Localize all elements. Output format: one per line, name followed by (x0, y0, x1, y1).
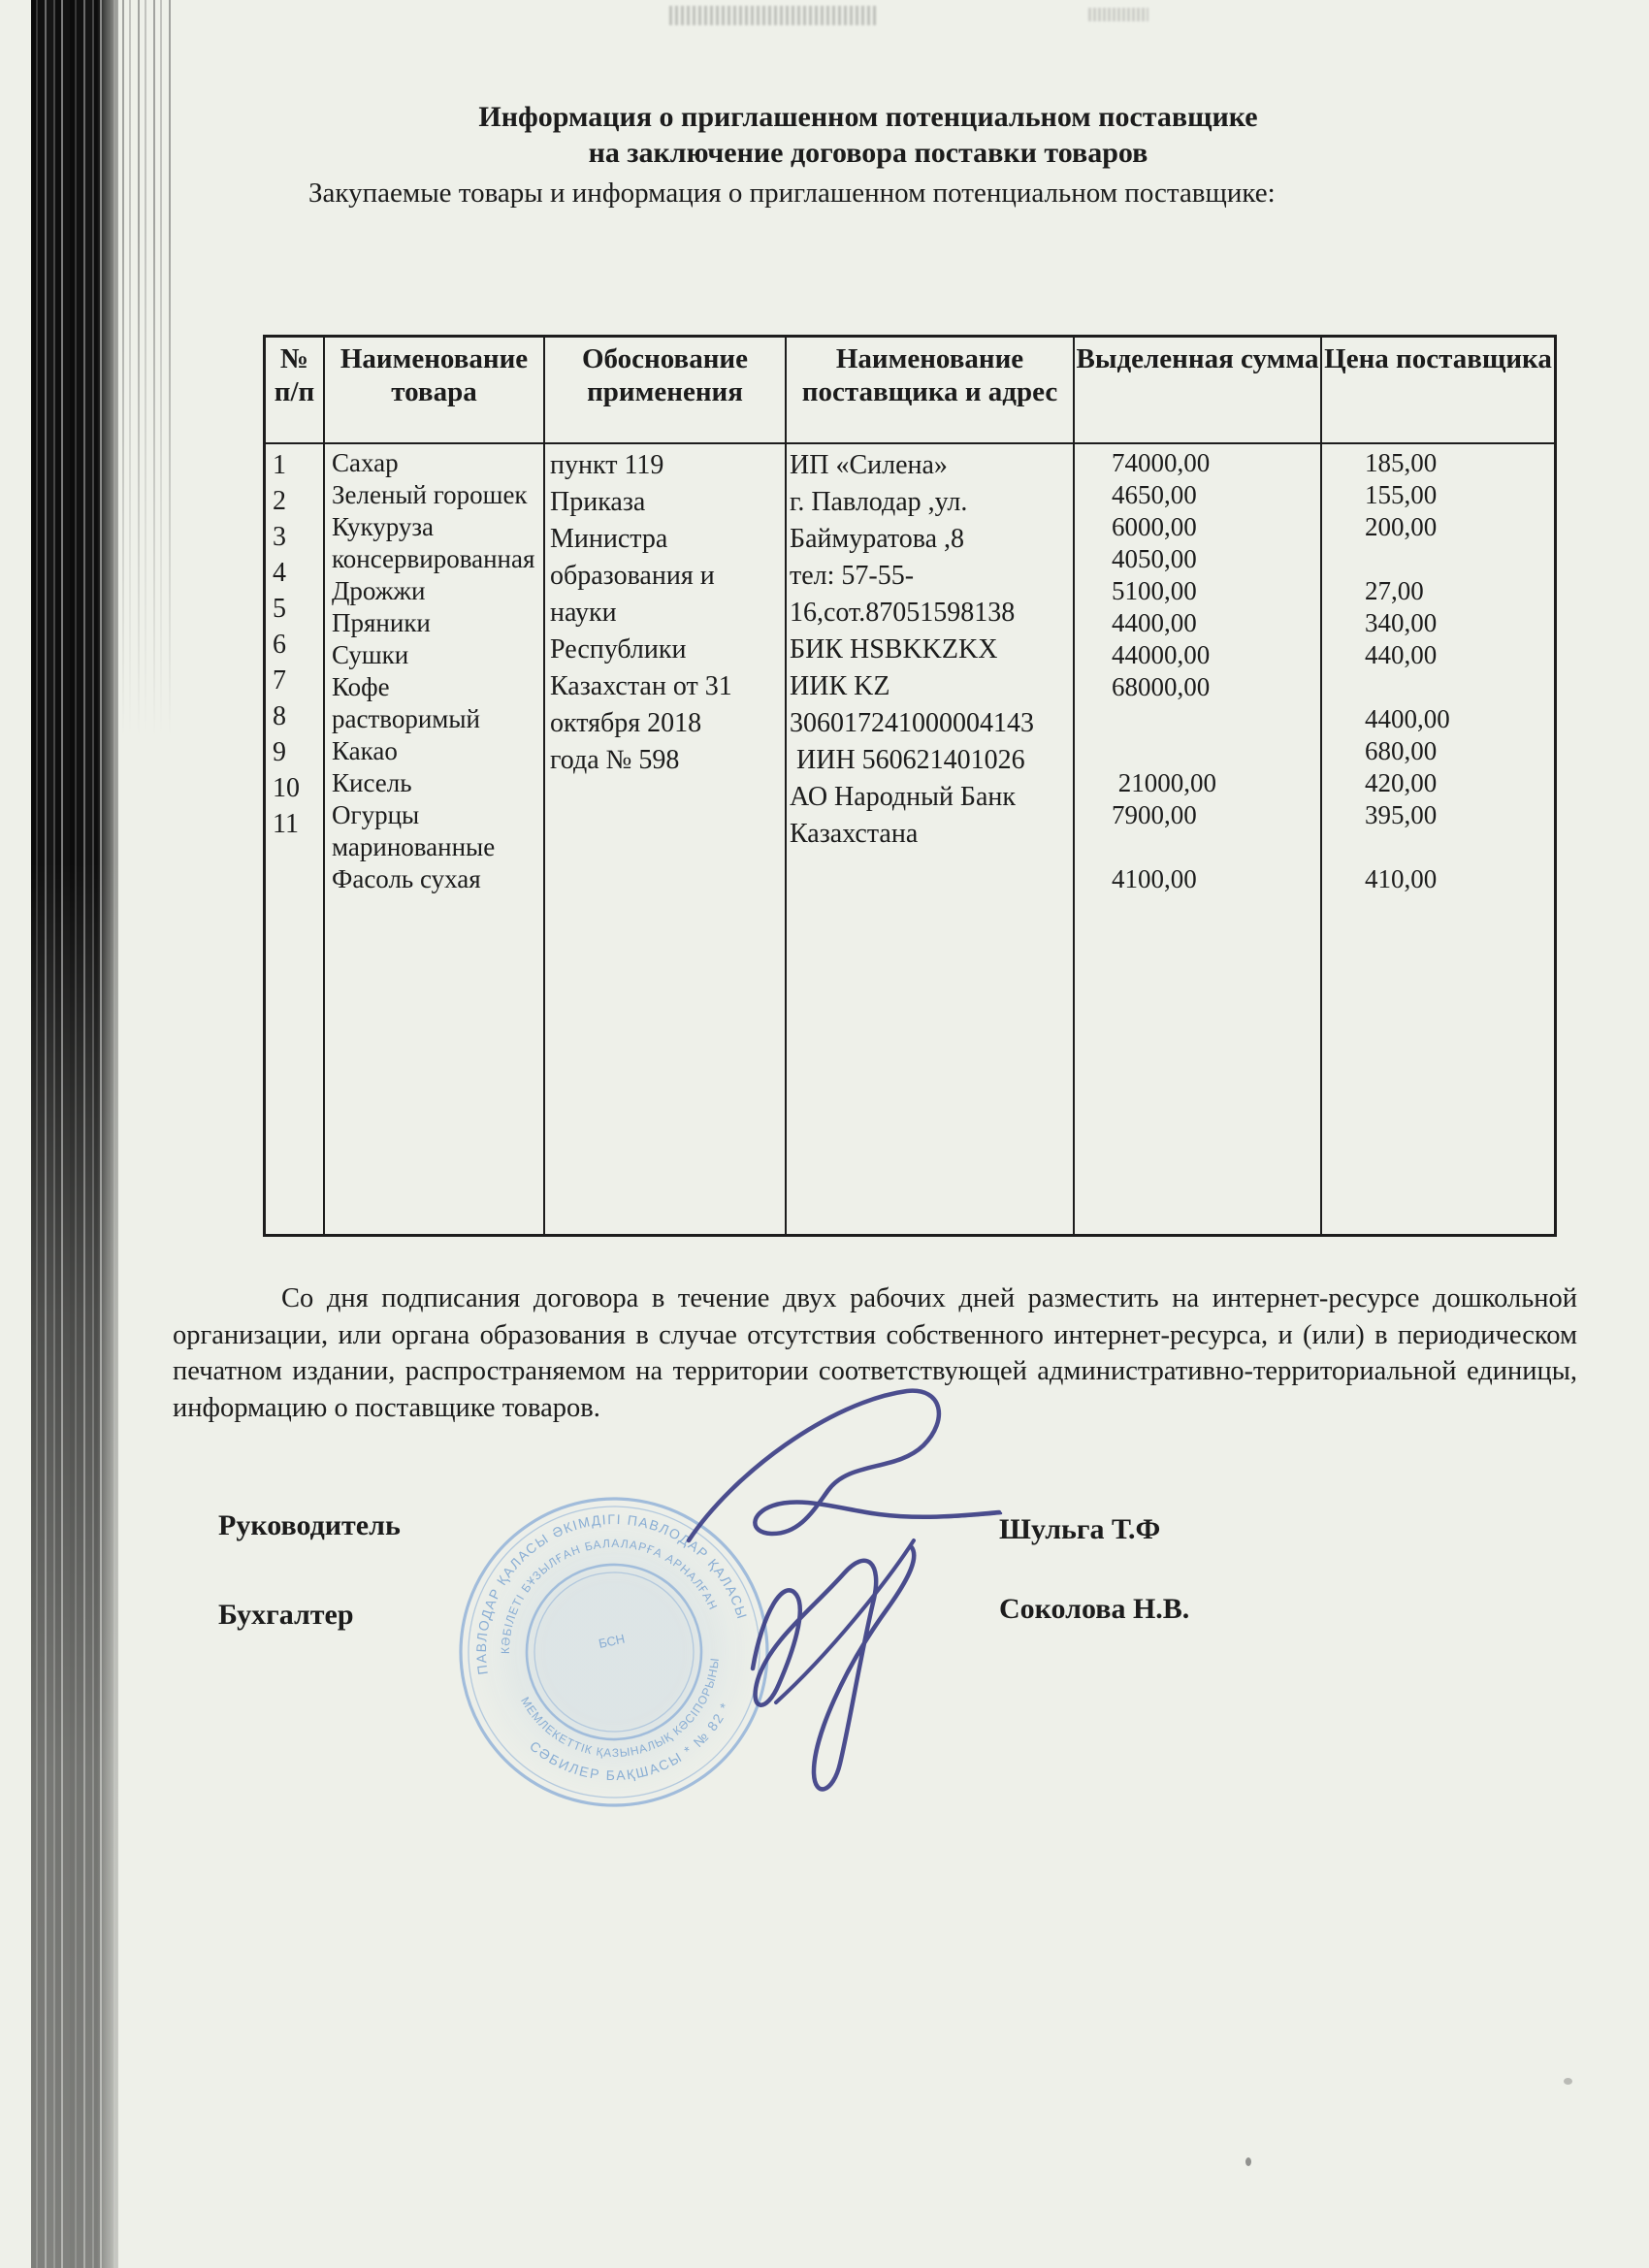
accountant-signature-ink (753, 1546, 914, 1789)
scan-speck (1564, 2078, 1572, 2085)
signature-role-accountant: Бухгалтер (218, 1599, 354, 1631)
intro-paragraph: Закупаемые товары и информация о приглашенном потенциальном поставщике: (308, 178, 1276, 209)
handwritten-signatures (660, 1377, 1174, 1833)
scan-artifact-band-secondary-fade (122, 0, 173, 737)
header-justification: Обоснование применения (543, 338, 785, 442)
column-supplier-price: 185,00 155,00 200,00 27,00 340,00 440,00 4400,00 680,00 420,00 395,00 410,00 (1320, 444, 1554, 1234)
document-title (175, 99, 1562, 171)
header-supplier-name-address: Наименование поставщика и адрес (785, 338, 1073, 442)
stamp-text-outer-bottom: СӘБИЛЕР БАҚШАСЫ * № 82 * (527, 1699, 734, 1784)
header-number: № п/п (274, 343, 315, 407)
stamp-text-mid-bottom: МЕМЛЕКЕТТІК ҚАЗЫНАЛЫҚ КӘСІПОРЫНЫ (518, 1656, 722, 1761)
header-allocated-sum: Выделенная сумма (1073, 338, 1320, 442)
signature-name-accountant: Соколова Н.В. (999, 1593, 1190, 1625)
column-goods: Сахар Зеленый горошек Кукуруза консервированная Дрожжи Пряники Сушки Кофе растворимый Какао Кисель Огурцы маринованные Фасоль сухая (323, 444, 543, 1234)
column-allocated-sum: 74000,00 4650,00 6000,00 4050,00 5100,00 4400,00 44000,00 68000,00 21000,00 7900,00 4100,00 (1073, 444, 1320, 1234)
header-supplier-price: Цена поставщика (1320, 338, 1554, 442)
column-supplier: ИП «Силена» г. Павлодар ,ул. Баймуратова ,8 тел: 57-55- 16,сот.87051598138 БИК HSBKKZKX ИИК KZ 306017241000004143 ИИН 560621401026 АО Народный Банк Казахстана (785, 444, 1073, 1234)
header-goods-name: Наименование товара (323, 338, 543, 442)
signature-role-director: Руководитель (218, 1509, 401, 1541)
table-body-row (266, 444, 1554, 1234)
stamp-text-outer-top: ПАВЛОДАР ҚАЛАСЫ ӘКІМДІГІ ПАВЛОДАР ҚАЛАСЫ (472, 1510, 751, 1676)
signature-name-director: Шульга Т.Ф (999, 1513, 1161, 1545)
document-title-line2: на заключение договора поставки товаров (588, 137, 1148, 169)
scan-noise-top-center (669, 6, 878, 25)
suppliers-table (263, 335, 1557, 1237)
stamp-text-center: БСН (597, 1631, 627, 1651)
scan-speck (1245, 2157, 1251, 2166)
column-numbers: 1 2 3 4 5 6 7 8 9 10 11 (273, 450, 300, 839)
column-justification: пункт 119 Приказа Министра образования и науки Республики Казахстан от 31 октября 2018 года № 598 (543, 444, 785, 1234)
closing-paragraph: Со дня подписания договора в течение двух рабочих дней разместить на интернет-ресурсе дошкольной организации, или органа образования в случае отсутствия собственного интернет-ресурса, и (или) в периодическом печатном издании, распространяемом на территории соответствующей административно-территориальной единицы, информацию о поставщике товаров. (173, 1283, 1577, 1423)
scan-noise-top-right (1088, 8, 1148, 21)
stamp-text-mid-top: КӘБІЛЕТІ БҰЗЫЛҒАН БАЛАЛАРҒА АРНАЛҒАН (498, 1536, 721, 1655)
table-header-row (266, 338, 1554, 444)
document-title-line1: Информация о приглашенном потенциальном поставщике (478, 101, 1258, 133)
